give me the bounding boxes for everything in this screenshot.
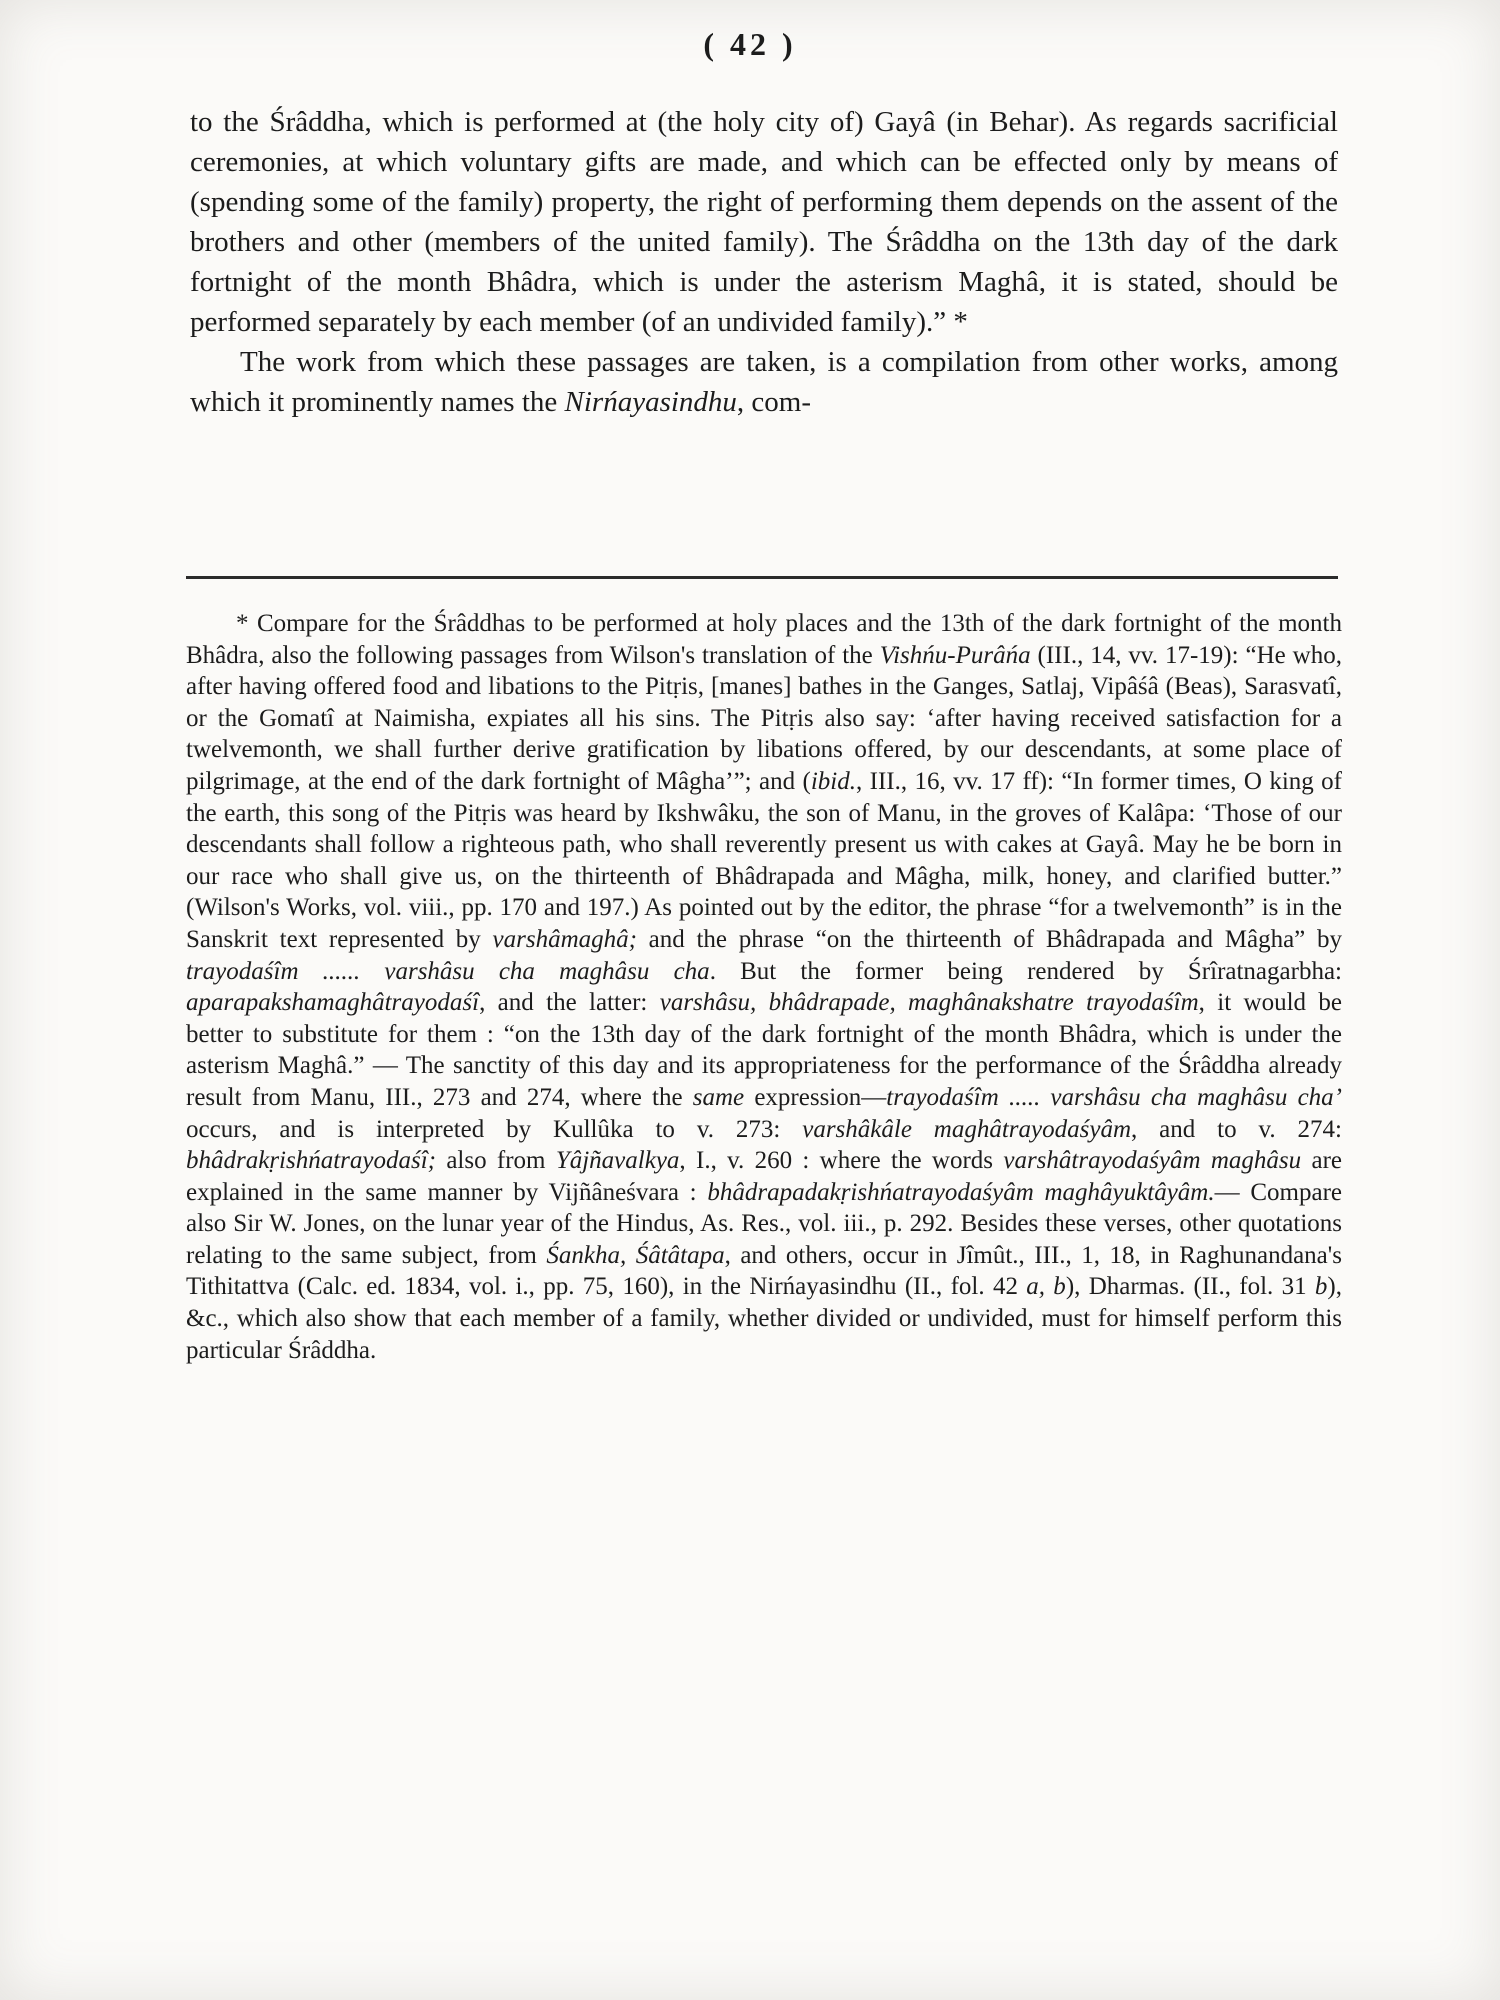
text-segment: . But the former being rendered by Śrîratnagarbha: — [709, 957, 1342, 985]
text-segment: to the Śrâddha, which is performed at (the holy city of) Gayâ (in Behar). As regards sacrificial ceremonies, at which voluntary gifts are made, and which can be effected only by means of (spending some of the family) property, the right of performing them depends on the assent of the brothers and other (members of the united family). The Śrâddha on the 13th day of the dark fortnight of the month Bhâdra, which is under the asterism Maghâ, it is stated, should be performed separately by each member (of an undivided family).” * — [190, 106, 1338, 338]
italic-text-segment: Nirńayasindhu — [564, 386, 737, 418]
text-segment: , III., 16, vv. 17 ff): “In former times, O king of the earth, this song of the Pitṛis was heard by Ikshwâku, the son of Manu, in the groves of Kalâpa: ‘Those of our descendants shall follow a righteous path, who shall reverently present us with cakes at Gayâ. May he be born in our race who shall give us, on the thirteenth of Bhâdrapada and Mâgha, milk, honey, and clarified butter.” (Wilson's Works, vol. viii., pp. 170 and 197.) As pointed out by the editor, the phrase “for a twelvemonth” is in the Sanskrit text represented by — [186, 767, 1343, 953]
italic-text-segment: bhâdrakṛishńatrayodaśî; — [186, 1147, 436, 1175]
text-segment: , it would be better to substitute for them : “on the 13th day of the dark fortnight of the month Bhâdra, which is under the asterism Maghâ.” — The sanctity of this day and its appropriateness for the performance of the Śrâddha already result from Manu, III., 273 and 274, where the — [186, 989, 1342, 1111]
text-segment: , and others, occur in Jîmût., III., 1, 18, in Raghunandana's Tithitattva (Calc. ed. 1834, vol. i., pp. 75, 160), in the Nirńayasindhu (II., fol. 42 — [186, 1241, 1342, 1301]
italic-text-segment: trayodaśîm ..... varshâsu cha maghâsu cha’ — [886, 1083, 1342, 1111]
footnote-block — [186, 608, 1342, 1366]
text-segment: ), &c., which also show that each member of a family, whether divided or undivided, must for himself perform this particular Śrâddha. — [186, 1273, 1342, 1364]
text-segment: are explained in the same manner by Vijñâneśvara : — [186, 1147, 1342, 1206]
italic-text-segment: varshâsu, bhâdrapade, maghânakshatre trayodaśîm — [659, 989, 1199, 1017]
italic-text-segment: varshâtrayodaśyâm maghâsu — [1003, 1147, 1302, 1175]
paragraph — [186, 608, 1342, 1366]
text-segment: , I., v. 260 : where the words — [679, 1147, 1004, 1175]
text-segment: expression— — [744, 1083, 887, 1111]
italic-text-segment: varshâmaghâ; — [492, 925, 637, 953]
italic-text-segment: a, b — [1026, 1273, 1066, 1301]
italic-text-segment: Śankha, Śâtâtapa — [546, 1241, 725, 1269]
text-segment: The work from which these passages are taken, is a compilation from other works, among which it prominently names the — [190, 346, 1338, 418]
paragraph — [190, 342, 1338, 422]
footnote-separator-rule — [186, 576, 1338, 579]
italic-text-segment: trayodaśîm ...... varshâsu cha maghâsu cha — [186, 957, 710, 985]
text-segment: * Compare for the Śrâddhas to be performed at holy places and the 13th of the dark fortnight of the month Bhâdra, also the following passages from Wilson's translation of the — [186, 610, 1342, 669]
italic-text-segment: aparapakshamaghâtrayodaśî — [186, 989, 480, 1017]
text-segment: and the phrase “on the thirteenth of Bhâdrapada and Mâgha” by — [636, 925, 1342, 953]
text-segment: also from — [436, 1147, 556, 1175]
italic-text-segment: b — [1314, 1273, 1328, 1301]
main-text-block — [190, 102, 1338, 422]
text-segment: , com- — [736, 386, 812, 418]
italic-text-segment: varshâkâle maghâtrayodaśyâm — [802, 1115, 1132, 1143]
italic-text-segment: Vishńu-Purâńa — [879, 641, 1031, 669]
text-segment: (III., 14, vv. 17-19): “He who, after having offered food and libations to the Pitṛis, [manes] bathes in the Ganges, Satlaj, Vipâśâ (Beas), Sarasvatî, or the Gomatî at Naimisha, expiates all his sins. The Pitṛis also say: ‘after having received satisfaction for a twelvemonth, we shall further derive gratification by libations offered, by our descendants, at some place of pilgrimage, at the end of the dark fortnight of Mâgha’”; and ( — [186, 641, 1342, 795]
page-number: ( 42 ) — [703, 26, 797, 62]
text-segment: ), Dharmas. (II., fol. 31 — [1065, 1273, 1315, 1301]
italic-text-segment: ibid. — [810, 767, 856, 795]
italic-text-segment: bhâdrapadakṛishńatrayodaśyâm maghâyuktâyâm. — [707, 1178, 1215, 1206]
italic-text-segment: same — [692, 1083, 745, 1111]
text-segment: occurs, and is interpreted by Kullûka to v. 273: — [186, 1115, 803, 1143]
paragraph — [190, 102, 1338, 342]
text-segment: — Compare also Sir W. Jones, on the lunar year of the Hindus, As. Res., vol. iii., p. 292. Besides these verses, other quotations relating to the same subject, from — [186, 1178, 1342, 1269]
text-segment: , and to v. 274: — [1131, 1115, 1342, 1143]
italic-text-segment: Yâjñavalkya — [555, 1147, 680, 1175]
text-segment: , and the latter: — [479, 989, 660, 1017]
